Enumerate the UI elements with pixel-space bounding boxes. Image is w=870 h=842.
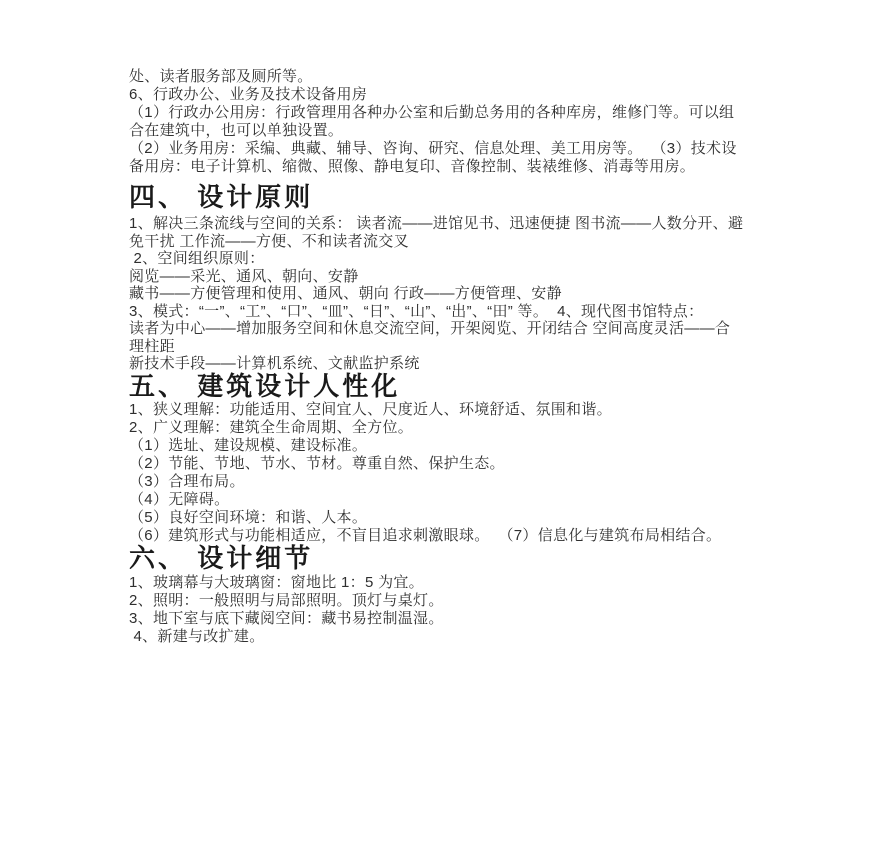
text-line: 1、狭义理解：功能适用、空间宜人、尺度近人、环境舒适、氛围和谐。 bbox=[129, 401, 612, 418]
text-line: （5）良好空间环境：和谐、人本。 bbox=[129, 509, 368, 526]
text-line: （3）合理布局。 bbox=[129, 473, 245, 490]
text-line: 4、新建与改扩建。 bbox=[129, 628, 265, 645]
text-line: （2）节能、节地、节水、节材。尊重自然、保护生态。 bbox=[129, 455, 505, 472]
text-line: 3、地下室与底下藏阅空间：藏书易控制温湿。 bbox=[129, 610, 444, 627]
text-line: 2、空间组织原则： bbox=[129, 250, 265, 267]
section-heading-design-principles: 四、 设计原则 bbox=[129, 182, 314, 212]
text-line: 1、解决三条流线与空间的关系： 读者流——进馆见书、迅速便捷 图书流——人数分开、避 bbox=[129, 215, 744, 232]
text-line: （4）无障碍。 bbox=[129, 491, 230, 508]
text-line: 新技术手段——计算机系统、文献监护系统 bbox=[129, 355, 420, 372]
text-line: 2、广义理解：建筑全生命周期、全方位。 bbox=[129, 419, 414, 436]
text-line: 读者为中心——增加服务空间和休息交流空间，开架阅览、开闭结合 空间高度灵活——合 bbox=[129, 320, 731, 337]
text-line: 免干扰 工作流——方便、不和读者流交叉 bbox=[129, 232, 409, 250]
text-line: 1、玻璃幕与大玻璃窗：窗地比 1：5 为宜。 bbox=[129, 574, 424, 591]
intro-paragraph bbox=[129, 68, 745, 176]
text-line: （6）建筑形式与功能相适应，不盲目追求刺激眼球。 （7）信息化与建筑布局相结合。 bbox=[129, 527, 722, 544]
text-line: 藏书——方便管理和使用、通风、朝向 行政——方便管理、安静 bbox=[129, 285, 562, 302]
document-page bbox=[129, 68, 745, 646]
section-humanized-design bbox=[129, 401, 745, 545]
section-heading-design-details: 六、 设计细节 bbox=[129, 543, 314, 573]
text-line: （1）行政办公用房：行政管理用各种办公室和后勤总务用的各种库房，维修门等。可以组 bbox=[129, 104, 735, 121]
text-line: 处、读者服务部及厕所等。 bbox=[129, 68, 313, 85]
text-line: 6、行政办公、业务及技术设备用房 bbox=[129, 86, 368, 103]
section-design-principles bbox=[129, 215, 745, 373]
section-design-details bbox=[129, 574, 745, 646]
text-line: （1）选址、建设规模、建设标准。 bbox=[129, 437, 368, 454]
text-line: （2）业务用房：采编、典藏、辅导、咨询、研究、信息处理、美工用房等。 （3）技术设 bbox=[129, 140, 737, 157]
text-line: 2、照明：一般照明与局部照明。顶灯与桌灯。 bbox=[129, 592, 444, 609]
text-line: 阅览——采光、通风、朝向、安静 bbox=[129, 267, 359, 285]
text-line: 理柱距 bbox=[129, 337, 175, 355]
text-line: 合在建筑中，也可以单独设置。 bbox=[129, 122, 344, 139]
text-line: 3、模式：“一”、“工”、“口”、“皿”、“日”、“山”、“出”、“田” 等。 4、现代图书馆特点： bbox=[129, 302, 704, 320]
text-line: 备用房：电子计算机、缩微、照像、静电复印、音像控制、装裱维修、消毒等用房。 bbox=[129, 158, 696, 175]
section-heading-humanized-design: 五、 建筑设计人性化 bbox=[129, 370, 401, 401]
